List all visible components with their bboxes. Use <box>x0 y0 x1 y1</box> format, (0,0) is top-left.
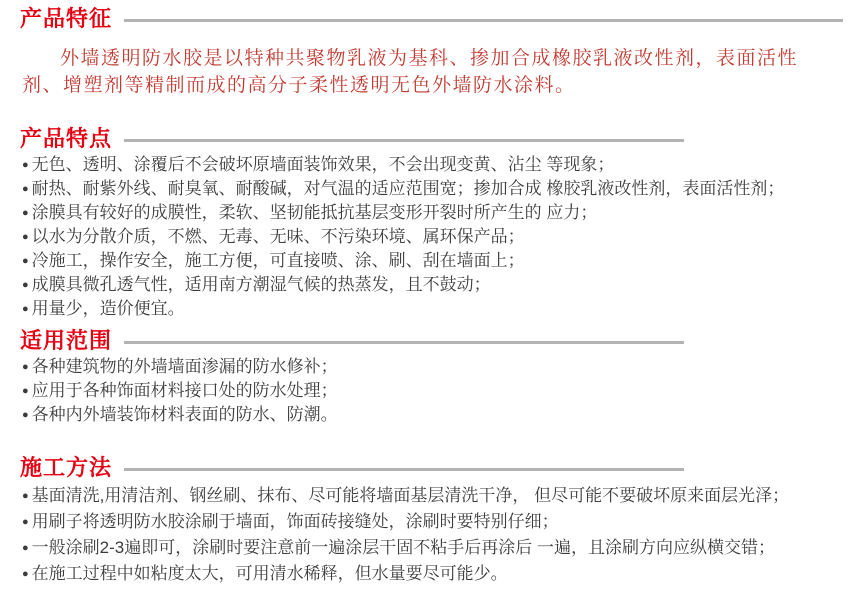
bullet-icon: ● <box>22 542 29 554</box>
bullet-text: 用刷子将透明防水胶涂刷于墙面，饰面砖接缝处，涂刷时要特别仔细； <box>31 512 559 531</box>
bullet-text: 以水为分散介质，不燃、无毒、无味、不污染环境、属环保产品； <box>31 227 525 246</box>
bullet-text: 用量少，造价便宜。 <box>31 299 185 318</box>
bullet-icon: ● <box>22 516 29 528</box>
list-item <box>22 225 839 249</box>
section-header-features <box>0 6 849 32</box>
bullet-icon: ● <box>22 385 29 397</box>
bullet-icon: ● <box>22 255 29 267</box>
bullet-text: 涂膜具有较好的成膜性，柔软、坚韧能抵抗基层变形开裂时所产生的 应力； <box>31 203 598 222</box>
list-item <box>22 273 839 297</box>
list-item <box>22 249 839 273</box>
list-item <box>22 483 839 509</box>
bullet-text: 耐热、耐紫外线、耐臭氧、耐酸碱，对气温的适应范围宽；掺加合成 橡胶乳液改性剂，表面活性剂； <box>31 179 785 198</box>
list-item <box>22 177 839 201</box>
bullet-icon: ● <box>22 159 29 171</box>
bullet-text: 各种内外墙装饰材料表面的防水、防潮。 <box>31 405 338 424</box>
bullet-icon: ● <box>22 490 29 502</box>
section-header-highlights <box>0 126 849 152</box>
method-list <box>0 483 849 587</box>
scope-list <box>0 355 849 427</box>
section-title-highlights: 产品特点 <box>20 126 113 151</box>
section-header-method <box>0 455 849 481</box>
list-item <box>22 535 839 561</box>
section-title-features: 产品特征 <box>20 6 113 31</box>
list-item <box>22 561 839 587</box>
features-paragraph: 外墙透明防水胶是以特种共聚物乳液为基科、掺加合成橡胶乳液改性剂，表面活性剂、增塑剂等精制而成的高分子柔性透明无色外墙防水涂料。 <box>22 47 799 96</box>
section-rule <box>124 19 843 22</box>
list-item <box>22 153 839 177</box>
section-rule <box>124 468 684 471</box>
bullet-icon: ● <box>22 303 29 315</box>
list-item <box>22 355 839 379</box>
bullet-icon: ● <box>22 361 29 373</box>
section-header-scope <box>0 328 849 354</box>
product-description-page <box>0 6 849 591</box>
section-rule <box>124 139 684 142</box>
section-title-method: 施工方法 <box>20 455 113 480</box>
list-item <box>22 201 839 225</box>
bullet-text: 一般涂刷2-3遍即可，涂刷时要注意前一遍涂层干固不粘手后再涂后 一遍，且涂刷方向应纵横交错； <box>31 538 775 557</box>
bullet-icon: ● <box>22 568 29 580</box>
bullet-text: 应用于各种饰面材料接口处的防水处理； <box>31 381 338 400</box>
bullet-text: 基面清洗,用清洁剂、钢丝刷、抹布、尽可能将墙面基层清洗干净， 但尽可能不要破坏原来面层光泽； <box>31 486 790 505</box>
list-item <box>22 297 839 321</box>
bullet-icon: ● <box>22 207 29 219</box>
bullet-text: 无色、透明、涂覆后不会破坏原墙面装饰效果，不会出现变黄、沾尘 等现象； <box>31 155 615 174</box>
section-title-scope: 适用范围 <box>20 328 113 353</box>
bullet-icon: ● <box>22 231 29 243</box>
bullet-text: 冷施工，操作安全，施工方便，可直接喷、涂、刷、刮在墙面上； <box>31 251 525 270</box>
bullet-text: 各种建筑物的外墙墙面渗漏的防水修补； <box>31 357 338 376</box>
list-item <box>22 403 839 427</box>
bullet-icon: ● <box>22 279 29 291</box>
bullet-icon: ● <box>22 183 29 195</box>
bullet-text: 在施工过程中如粘度太大，可用清水稀释，但水量要尽可能少。 <box>31 564 508 583</box>
bullet-text: 成膜具微孔透气性，适用南方潮湿气候的热蒸发，且不鼓动； <box>31 275 491 294</box>
list-item <box>22 379 839 403</box>
highlights-list <box>0 153 849 321</box>
section-rule <box>124 341 684 344</box>
bullet-icon: ● <box>22 409 29 421</box>
list-item <box>22 509 839 535</box>
